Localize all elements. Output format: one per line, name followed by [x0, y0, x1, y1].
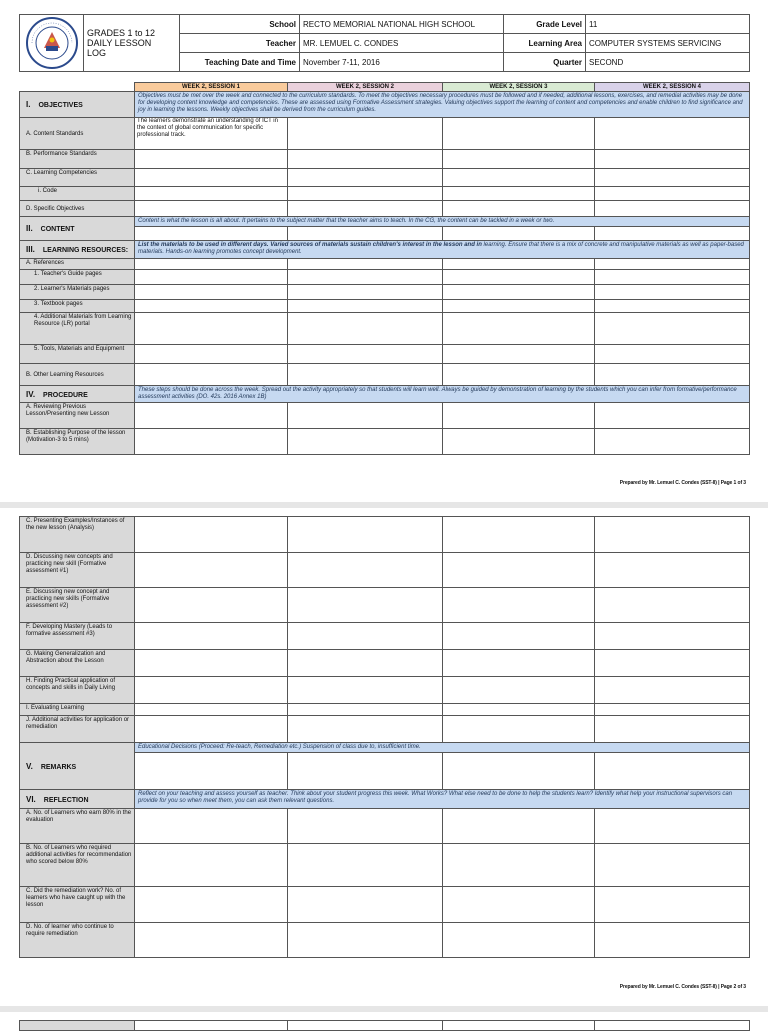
page-1	[0, 0, 768, 502]
area-value: COMPUTER SYSTEMS SERVICING	[586, 34, 750, 53]
cell[interactable]	[595, 923, 750, 958]
cell[interactable]	[443, 150, 595, 169]
teacher-label: Teacher	[180, 34, 300, 53]
cell[interactable]	[135, 923, 288, 958]
cell[interactable]	[288, 403, 443, 429]
row-tools: 5. Tools, Materials and Equipment	[20, 345, 135, 364]
cell[interactable]	[288, 716, 443, 743]
lesson-table-2	[19, 516, 750, 958]
cell[interactable]	[595, 270, 750, 285]
cell[interactable]	[135, 150, 288, 169]
cell[interactable]	[443, 313, 595, 345]
cell[interactable]	[595, 517, 750, 553]
cell[interactable]	[443, 517, 595, 553]
cell[interactable]	[595, 844, 750, 887]
resources-heading: III. LEARNING RESOURCES:	[20, 241, 135, 259]
row-specific-objectives: D. Specific Objectives	[20, 201, 135, 217]
cell[interactable]	[135, 300, 288, 313]
grade-label: Grade Level	[504, 15, 586, 34]
date-label: Teaching Date and Time	[180, 53, 300, 72]
cell[interactable]	[135, 345, 288, 364]
cell[interactable]	[288, 300, 443, 313]
cell[interactable]	[135, 716, 288, 743]
cell[interactable]	[595, 285, 750, 300]
cell[interactable]	[443, 1021, 595, 1031]
cell[interactable]	[443, 259, 595, 270]
row-discussing-1: D. Discussing new concepts and practicing new skill (Formative assessment #1)	[20, 553, 135, 588]
cell[interactable]	[288, 623, 443, 650]
cell[interactable]	[595, 150, 750, 169]
cell[interactable]	[595, 716, 750, 743]
cell[interactable]	[595, 809, 750, 844]
cell[interactable]	[135, 553, 288, 588]
row-learners-additional: B. No. of Learners who required additional activities for recommendation who scored below 80%	[20, 844, 135, 887]
cell[interactable]	[443, 844, 595, 887]
cell[interactable]	[595, 677, 750, 704]
cell[interactable]	[443, 809, 595, 844]
grade-value: 11	[586, 15, 750, 34]
cell[interactable]	[135, 313, 288, 345]
cell[interactable]	[288, 270, 443, 285]
cell[interactable]	[443, 429, 595, 455]
cell[interactable]	[288, 1021, 443, 1031]
cell[interactable]	[288, 150, 443, 169]
remarks-heading: V. REMARKS	[20, 743, 135, 790]
cell[interactable]	[595, 588, 750, 623]
row-textbook: 3. Textbook pages	[20, 300, 135, 313]
session-3-header: WEEK 2, SESSION 3	[443, 83, 595, 92]
cell[interactable]	[288, 187, 443, 201]
row-additional-activities: J. Additional activities for application or remediation	[20, 716, 135, 743]
cell[interactable]	[135, 403, 288, 429]
cell[interactable]	[135, 650, 288, 677]
row-developing-mastery: F. Developing Mastery (Leads to formative assessment #3)	[20, 623, 135, 650]
cell[interactable]	[288, 259, 443, 270]
log-title: GRADES 1 to 12 DAILY LESSON LOG	[84, 15, 180, 72]
cell[interactable]	[595, 553, 750, 588]
cell[interactable]	[595, 753, 750, 790]
cell[interactable]	[288, 227, 443, 241]
cell[interactable]	[595, 623, 750, 650]
content-standard-text: The learners demonstrate an understanding of ICT in the context of global communication for specific professional track.	[135, 118, 288, 150]
cell[interactable]	[135, 588, 288, 623]
school-label: School	[180, 15, 300, 34]
cell[interactable]	[135, 187, 288, 201]
cell[interactable]	[135, 270, 288, 285]
deped-seal	[20, 15, 84, 72]
cell[interactable]	[443, 716, 595, 743]
cell[interactable]	[288, 429, 443, 455]
content-heading: II. CONTENT	[20, 217, 135, 241]
remarks-note: Educational Decisions (Proceed: Re-teach, Remediation etc.) Suspension of class due to, insufficient time.	[135, 743, 750, 753]
cell[interactable]	[135, 1021, 288, 1031]
row-other-resources: B. Other Learning Resources	[20, 364, 135, 386]
cell[interactable]	[288, 345, 443, 364]
cell[interactable]	[288, 809, 443, 844]
cell[interactable]	[595, 259, 750, 270]
cell[interactable]	[443, 201, 595, 217]
row-remediation-work: C. Did the remediation work? No. of learners who have caught up with the lesson	[20, 887, 135, 923]
school-value: RECTO MEMORIAL NATIONAL HIGH SCHOOL	[300, 15, 504, 34]
cell[interactable]	[443, 923, 595, 958]
row-continue-remediation: D. No. of learner who continue to require remediation	[20, 923, 135, 958]
cell[interactable]	[288, 650, 443, 677]
cell[interactable]	[135, 753, 288, 790]
cell[interactable]	[443, 677, 595, 704]
lesson-table-3	[19, 1020, 750, 1031]
cell[interactable]	[135, 227, 288, 241]
cell[interactable]	[288, 704, 443, 716]
cell[interactable]	[135, 364, 288, 386]
teacher-value: MR. LEMUEL C. CONDES	[300, 34, 504, 53]
cell[interactable]	[135, 429, 288, 455]
cell[interactable]	[288, 285, 443, 300]
row-next	[20, 1021, 135, 1031]
content-note: Content is what the lesson is all about. It pertains to the subject matter that the teacher aims to teach. In the CG, the content can be tackled in a week or two.	[135, 217, 750, 227]
session-1-header: WEEK 2, SESSION 1	[135, 83, 288, 92]
row-practical-application: H. Finding Practical application of concepts and skills in Daily Living	[20, 677, 135, 704]
quarter-value: SECOND	[586, 53, 750, 72]
session-4-header: WEEK 2, SESSION 4	[595, 83, 750, 92]
procedure-heading: IV. PROCEDURE	[20, 386, 135, 403]
cell[interactable]	[288, 201, 443, 217]
cell[interactable]	[595, 345, 750, 364]
cell[interactable]	[443, 623, 595, 650]
page-3	[0, 1012, 768, 1024]
row-learners-materials: 2. Learner's Materials pages	[20, 285, 135, 300]
cell[interactable]	[443, 403, 595, 429]
page-2	[0, 508, 768, 1006]
cell[interactable]	[288, 844, 443, 887]
quarter-label: Quarter	[504, 53, 586, 72]
cell[interactable]	[135, 887, 288, 923]
cell[interactable]	[443, 270, 595, 285]
cell[interactable]	[135, 517, 288, 553]
cell[interactable]	[595, 1021, 750, 1031]
lesson-table-1	[19, 82, 750, 455]
cell[interactable]	[135, 844, 288, 887]
footer-page-1: Prepared by Mr. Lemuel C. Condes (SST-II) | Page 1 of 3	[619, 480, 746, 486]
cell[interactable]	[443, 187, 595, 201]
row-reviewing: A. Reviewing Previous Lesson/Presenting new Lesson	[20, 403, 135, 429]
cell[interactable]	[288, 517, 443, 553]
cell[interactable]	[443, 345, 595, 364]
cell[interactable]	[595, 887, 750, 923]
cell[interactable]	[443, 553, 595, 588]
cell[interactable]	[443, 169, 595, 187]
cell[interactable]	[288, 313, 443, 345]
area-label: Learning Area	[504, 34, 586, 53]
cell[interactable]	[288, 753, 443, 790]
row-teachers-guide: 1. Teacher's Guide pages	[20, 270, 135, 285]
cell[interactable]	[443, 588, 595, 623]
reflection-note: Reflect on your teaching and assess yourself as teacher. Think about your student progress this week. What Works? What else need to be done to help the students learn? Identify what help your instructional supervisors can provide for you so when meet them, you can ask them relevant questions.	[135, 790, 750, 809]
row-code: i. Code	[20, 187, 135, 201]
cell[interactable]	[288, 118, 443, 150]
cell[interactable]	[443, 704, 595, 716]
seal-icon	[24, 16, 80, 70]
cell[interactable]	[288, 887, 443, 923]
objectives-note: Objectives must be met over the week and connected to the curriculum standards. To meet the objectives necessary procedures must be followed and if needed, additional lessons, exercises, and remedial activities may be done for developing content knowledge and competencies. These are assessed using Formative Assessment strategies. Valuing objectives support the learning of content and competencies and enable children to find significance and joy in learning the lessons. Weekly objectives shall be derived from the curriculum guides.	[135, 92, 750, 118]
cell[interactable]	[135, 809, 288, 844]
cell[interactable]	[135, 704, 288, 716]
cell[interactable]	[595, 403, 750, 429]
cell[interactable]	[443, 364, 595, 386]
reflection-heading: VI. REFLECTION	[20, 790, 135, 809]
cell[interactable]	[288, 553, 443, 588]
cell[interactable]	[595, 313, 750, 345]
cell[interactable]	[595, 429, 750, 455]
cell[interactable]	[288, 169, 443, 187]
cell[interactable]	[135, 169, 288, 187]
row-learners-80: A. No. of Learners who earn 80% in the evaluation	[20, 809, 135, 844]
row-evaluating: I. Evaluating Learning	[20, 704, 135, 716]
cell[interactable]	[443, 887, 595, 923]
cell[interactable]	[135, 201, 288, 217]
cell[interactable]	[595, 300, 750, 313]
cell[interactable]	[595, 201, 750, 217]
cell[interactable]	[595, 650, 750, 677]
row-presenting-examples: C. Presenting Examples/Instances of the new lesson (Analysis)	[20, 517, 135, 553]
cell[interactable]	[443, 650, 595, 677]
row-performance-standards: B. Performance Standards	[20, 150, 135, 169]
cell[interactable]	[443, 300, 595, 313]
objectives-heading: I. OBJECTIVES	[20, 92, 135, 118]
cell[interactable]	[288, 923, 443, 958]
row-learning-competencies: C. Learning Competencies	[20, 169, 135, 187]
row-discussing-2: E. Discussing new concept and practicing new skills (Formative assessment #2)	[20, 588, 135, 623]
row-purpose: B. Establishing Purpose of the lesson (Motivation-3 to 5 mins)	[20, 429, 135, 455]
footer-page-2: Prepared by Mr. Lemuel C. Condes (SST-II) | Page 2 of 3	[619, 984, 746, 990]
cell[interactable]	[288, 588, 443, 623]
cell[interactable]	[288, 677, 443, 704]
cell[interactable]	[595, 704, 750, 716]
cell[interactable]	[135, 259, 288, 270]
cell[interactable]	[595, 364, 750, 386]
row-content-standards: A. Content Standards	[20, 118, 135, 150]
row-generalization: G. Making Generalization and Abstraction about the Lesson	[20, 650, 135, 677]
cell[interactable]	[595, 118, 750, 150]
cell[interactable]	[135, 285, 288, 300]
cell[interactable]	[443, 118, 595, 150]
cell[interactable]	[595, 187, 750, 201]
date-value: November 7-11, 2016	[300, 53, 504, 72]
header-table	[19, 14, 750, 72]
row-references: A. References	[20, 259, 135, 270]
cell[interactable]	[595, 227, 750, 241]
cell[interactable]	[135, 677, 288, 704]
cell[interactable]	[595, 169, 750, 187]
cell[interactable]	[135, 623, 288, 650]
cell[interactable]	[443, 227, 595, 241]
cell[interactable]	[288, 364, 443, 386]
procedure-note: These steps should be done across the week. Spread out the activity appropriately so that students will learn well. Always be guided by demonstration of learning by the students which you can infer from formative/performance assessment activities (DO. 42s. 2016 Annex 1B)	[135, 386, 750, 403]
row-lr-portal: 4. Additional Materials from Learning Resource (LR) portal	[20, 313, 135, 345]
cell[interactable]	[443, 753, 595, 790]
resources-note: List the materials to be used in different days. Varied sources of materials sustain children's interest in the lesson and in learning. Ensure that there is a mix of concrete and manipulative materials as well as paper-based materials. Hands-on learning promotes concept development.	[135, 241, 750, 259]
session-2-header: WEEK 2, SESSION 2	[288, 83, 443, 92]
cell[interactable]	[443, 285, 595, 300]
